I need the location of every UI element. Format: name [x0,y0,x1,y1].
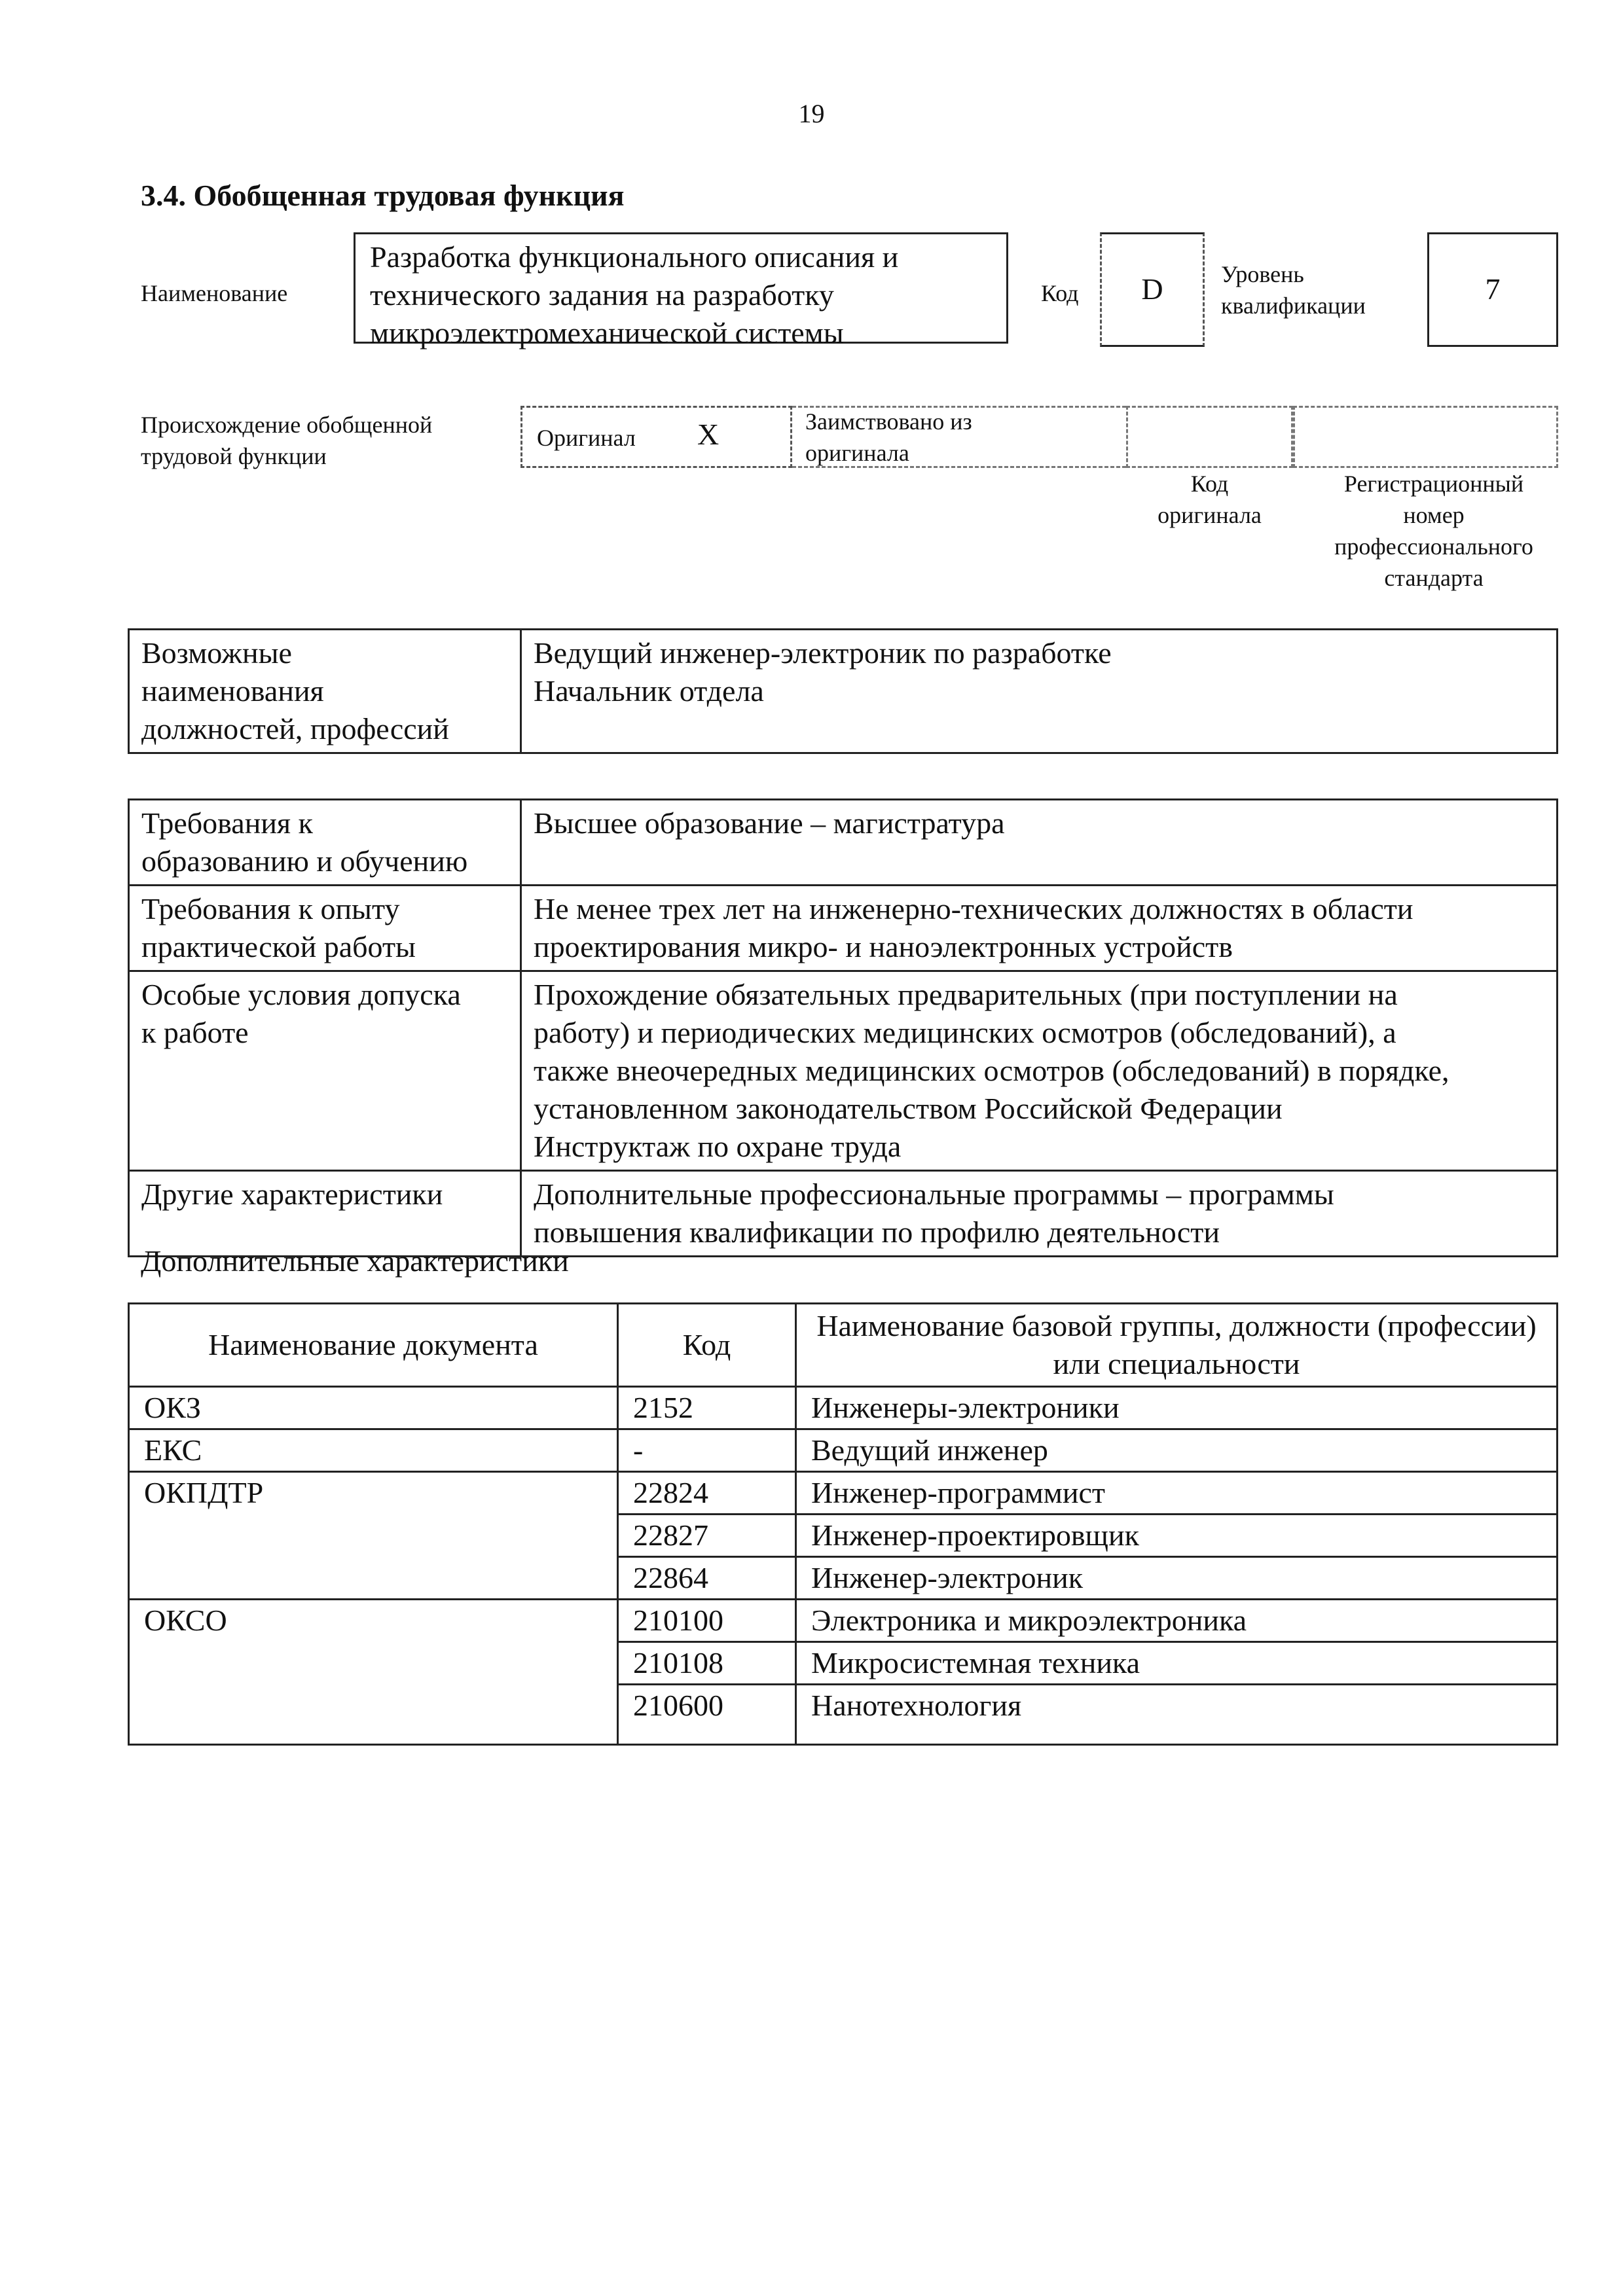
table-row [129,800,1558,886]
name-value-line: Разработка функционального описания и [370,240,899,274]
group-name-cell: Электроника и микроэлектроника [796,1600,1558,1642]
value-line: Прохождение обязательных предварительных (при поступлении на [534,978,1398,1011]
requirement-label [129,971,521,1171]
additional-characteristics-title: Дополнительные характеристики [141,1244,569,1278]
label-line: Возможные [141,636,292,670]
job-titles-value [521,630,1558,753]
level-label-line: квалификации [1221,293,1366,319]
code-value: D [1100,232,1205,347]
label-line: Особые условия допуска [141,978,461,1011]
requirement-value [521,971,1558,1171]
column-header: Наименование базовой группы, должности (профессии) или специальности [796,1304,1558,1387]
label-line: к работе [141,1016,249,1049]
requirements-table [128,798,1558,1257]
label-line: Другие характеристики [141,1177,443,1211]
table-row [129,1472,1558,1515]
label-line: Требования к опыту [141,892,400,925]
name-label: Наименование [141,280,288,306]
label-line: практической работы [141,930,416,963]
table-header-row [129,1304,1558,1387]
value-line: работу) и периодических медицинских осмотров (обследований), а [534,1016,1396,1049]
code-cell: 210108 [618,1642,796,1685]
original-code-caption [1126,468,1293,531]
column-header: Код [618,1304,796,1387]
name-value-line: микроэлектромеханической системы [370,316,844,350]
code-cell: 22824 [618,1472,796,1515]
requirement-value [521,886,1558,971]
original-mark: X [697,418,720,451]
table-row [129,1387,1558,1429]
value-line: Дополнительные профессиональные программы – программы [534,1177,1334,1211]
code-cell: 210600 [618,1685,796,1745]
original-code-box [1126,406,1293,468]
table-row [129,630,1558,753]
table-row [129,971,1558,1171]
caption-line: Код [1190,471,1229,497]
group-name-cell: Микросистемная техника [796,1642,1558,1685]
job-titles-label [129,630,521,753]
qualification-level-label [1221,259,1366,321]
group-name-cell: Ведущий инженер [796,1429,1558,1472]
caption-line: номер [1403,502,1465,528]
caption-line: профессионального [1334,533,1533,560]
caption-line: Регистрационный [1343,471,1524,497]
value-line: проектирования микро- и наноэлектронных устройств [534,930,1233,963]
value-line: Не менее трех лет на инженерно-технических должностях в области [534,892,1413,925]
requirement-label [129,886,521,971]
requirement-label [129,800,521,886]
value-line: Инструктаж по охране труда [534,1130,902,1163]
column-header: Наименование документа [129,1304,618,1387]
value-line: Высшее образование – магистратура [534,806,1005,840]
label-line: должностей, профессий [141,712,449,745]
code-cell: 2152 [618,1387,796,1429]
document-name: ОКЗ [129,1387,618,1429]
value-line: Начальник отдела [534,674,764,708]
level-label-line: Уровень [1221,261,1304,287]
value-line: установленном законодательством Российской Федерации [534,1092,1283,1125]
qualification-level-value: 7 [1427,232,1558,347]
code-cell: 210100 [618,1600,796,1642]
group-name-cell: Нанотехнология [796,1685,1558,1745]
caption-line: оригинала [1158,502,1262,528]
group-name-cell: Инженер-электроник [796,1557,1558,1600]
table-row [129,1429,1558,1472]
value-line: Ведущий инженер-электроник по разработке [534,636,1112,670]
job-titles-table [128,628,1558,754]
requirement-value [521,1171,1558,1257]
group-name-cell: Инженер-проектировщик [796,1515,1558,1557]
document-name: ОКПДТР [129,1472,618,1600]
table-row [129,886,1558,971]
registration-number-caption [1303,468,1565,594]
classification-table [128,1302,1558,1746]
original-label: Оригинал [537,425,636,451]
document-name: ОКСО [129,1600,618,1745]
label-line: образованию и обучению [141,844,468,878]
origin-label [141,409,432,472]
borrowed-label [805,406,972,469]
origin-label-line: Происхождение обобщенной [141,412,433,438]
document-name: ЕКС [129,1429,618,1472]
name-value-line: технического задания на разработку [370,278,834,312]
requirement-value [521,800,1558,886]
caption-line: стандарта [1384,565,1484,591]
group-name-cell: Инженеры-электроники [796,1387,1558,1429]
value-line: также внеочередных медицинских осмотров (обследований) в порядке, [534,1054,1450,1087]
origin-label-line: трудовой функции [141,443,327,469]
registration-number-box [1293,406,1558,468]
section-title: 3.4. Обобщенная трудовая функция [141,179,625,212]
table-row [129,1600,1558,1642]
code-cell: - [618,1429,796,1472]
page-number: 19 [798,99,825,128]
code-cell: 22864 [618,1557,796,1600]
label-line: Требования к [141,806,313,840]
borrowed-label-line: оригинала [805,440,909,466]
value-line: повышения квалификации по профилю деятельности [534,1215,1220,1249]
label-line: наименования [141,674,324,708]
code-label: Код [1041,280,1079,306]
borrowed-label-line: Заимствовано из [805,408,972,435]
group-name-cell: Инженер-программист [796,1472,1558,1515]
code-cell: 22827 [618,1515,796,1557]
name-value-box [354,232,1008,350]
